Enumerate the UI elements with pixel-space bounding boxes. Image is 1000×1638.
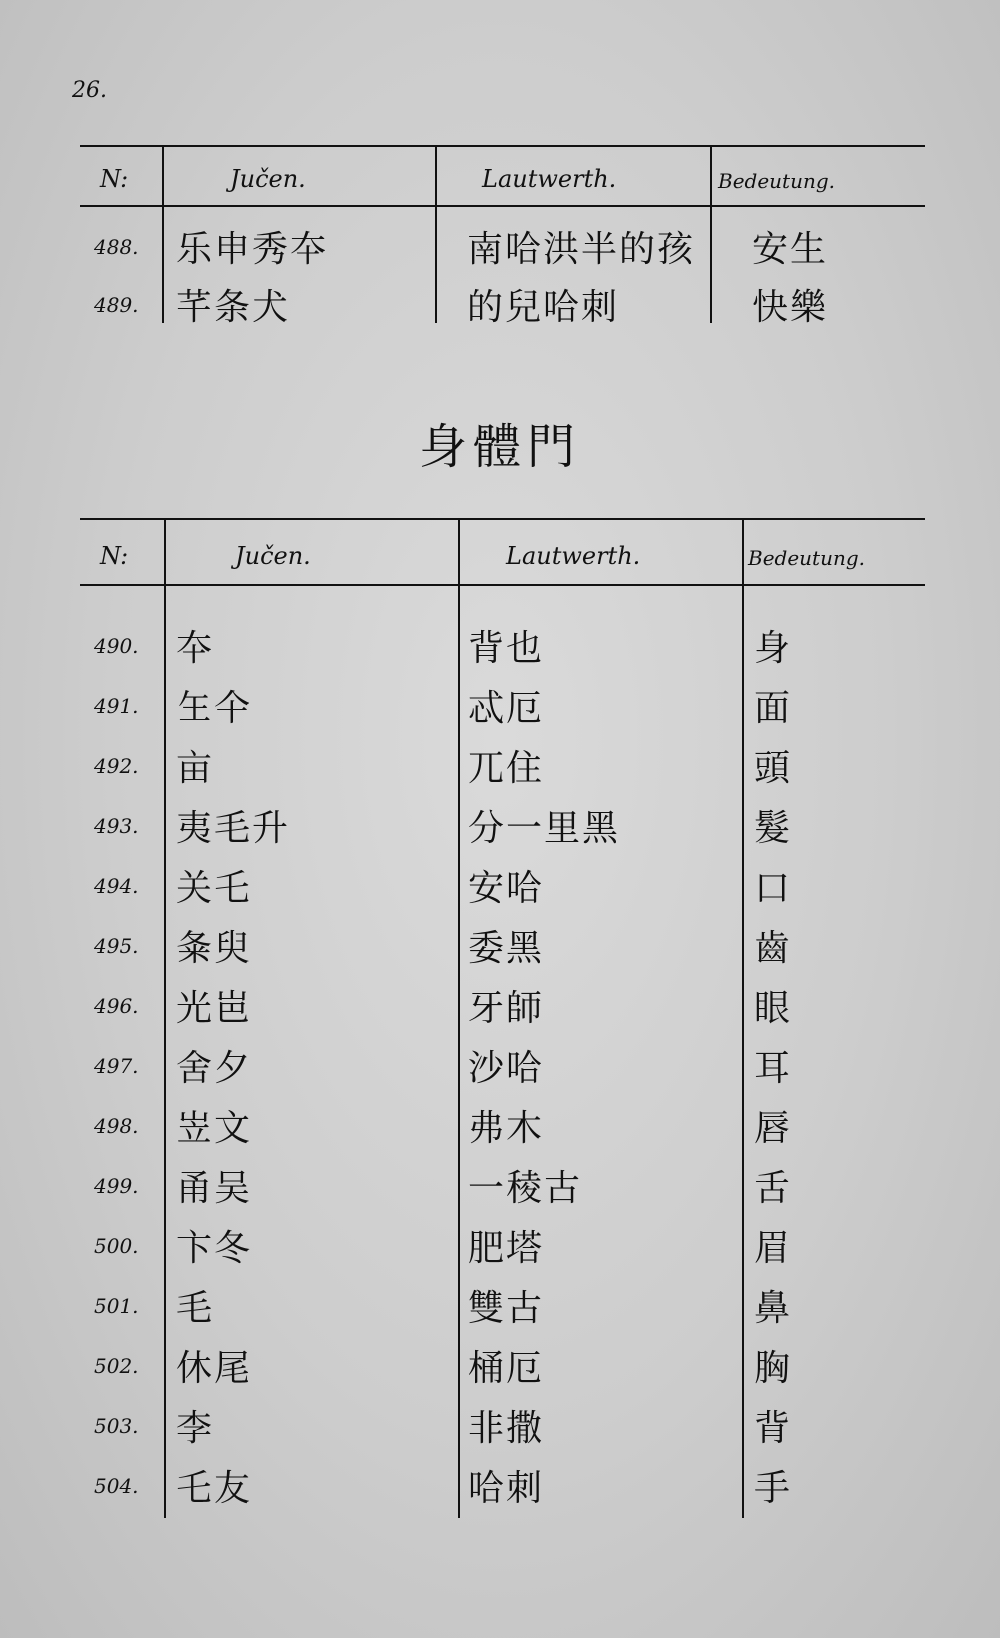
- table-row: [80, 734, 925, 792]
- table-row: [80, 1034, 925, 1092]
- meaning: 髮: [754, 808, 793, 849]
- table-row: [80, 914, 925, 972]
- jucen-script: 关乇: [176, 868, 253, 909]
- meaning: 胸: [754, 1348, 793, 1389]
- meaning: 舌: [754, 1168, 793, 1209]
- top-rule: [80, 145, 925, 147]
- header-lautwerth: Lautwerth.: [506, 542, 641, 570]
- sound-value: 南哈洪半的孩: [467, 229, 696, 270]
- table-row: [80, 1394, 925, 1452]
- jucen-script: 舍夕: [176, 1048, 253, 1089]
- section-title: 身體門: [418, 419, 581, 475]
- header-rule: [80, 584, 925, 586]
- header-bedeutung: Bedeutung.: [748, 546, 866, 570]
- jucen-script: 乇友: [176, 1468, 253, 1509]
- header-rule: [80, 205, 925, 207]
- entry-number: 504.: [94, 1474, 139, 1498]
- jucen-script: 光岜: [176, 988, 253, 1029]
- table-row: [80, 215, 925, 273]
- meaning: 安生: [752, 229, 829, 270]
- entry-number: 492.: [94, 754, 139, 778]
- sound-value: 肥塔: [468, 1228, 545, 1269]
- table-row: [80, 794, 925, 852]
- entry-number: 495.: [94, 934, 139, 958]
- entry-number: 490.: [94, 634, 139, 658]
- header-jucen: Jučen.: [235, 542, 311, 570]
- header-bedeutung: Bedeutung.: [718, 169, 836, 193]
- entry-number: 498.: [94, 1114, 139, 1138]
- jucen-script: 卞冬: [176, 1228, 253, 1269]
- table-row: [80, 1094, 925, 1152]
- entry-number: 503.: [94, 1414, 139, 1438]
- sound-value: 背也: [468, 628, 545, 669]
- sound-value: 忒厄: [468, 688, 545, 729]
- sound-value: 非撒: [468, 1408, 545, 1449]
- jucen-script: 亩: [176, 748, 215, 789]
- meaning: 快樂: [752, 287, 829, 328]
- jucen-script: 夈臾: [176, 928, 253, 969]
- sound-value: 分一里黑: [468, 808, 621, 849]
- table-row: [80, 674, 925, 732]
- sound-value: 安哈: [468, 868, 545, 909]
- sound-value: 沙哈: [468, 1048, 545, 1089]
- table-row: [80, 273, 925, 331]
- meaning: 身: [754, 628, 793, 669]
- top-rule: [80, 518, 925, 520]
- jucen-script: 休尾: [176, 1348, 253, 1389]
- entry-number: 496.: [94, 994, 139, 1018]
- page-number: 26.: [72, 78, 107, 103]
- jucen-script: 夷毛升: [176, 808, 291, 849]
- meaning: 手: [754, 1468, 793, 1509]
- entry-number: 502.: [94, 1354, 139, 1378]
- jucen-script: 甬吴: [176, 1168, 253, 1209]
- sound-value: 哈刺: [468, 1468, 545, 1509]
- entry-number: 497.: [94, 1054, 139, 1078]
- sound-value: 弗木: [468, 1108, 545, 1149]
- meaning: 眉: [754, 1228, 793, 1269]
- entry-number: 488.: [94, 235, 139, 259]
- header-jucen: Jučen.: [230, 165, 306, 193]
- jucen-script: 乐申秀夲: [176, 229, 329, 270]
- jucen-script: 李: [176, 1408, 215, 1449]
- meaning: 頭: [754, 748, 793, 789]
- sound-value: 一稜古: [468, 1168, 583, 1209]
- sound-value: 的兒哈刺: [467, 287, 620, 328]
- sound-value: 兀住: [468, 748, 545, 789]
- header-lautwerth: Lautwerth.: [482, 165, 617, 193]
- jucen-script: 夲: [176, 628, 215, 669]
- meaning: 齒: [754, 928, 793, 969]
- meaning: 面: [754, 688, 793, 729]
- meaning: 耳: [754, 1048, 793, 1089]
- sound-value: 委黑: [468, 928, 545, 969]
- sound-value: 牙師: [468, 988, 545, 1029]
- entry-number: 493.: [94, 814, 139, 838]
- entry-number: 491.: [94, 694, 139, 718]
- table-row: [80, 1214, 925, 1272]
- table-row: [80, 1334, 925, 1392]
- header-no: N:: [100, 542, 129, 570]
- table-row: [80, 974, 925, 1032]
- meaning: 背: [754, 1408, 793, 1449]
- meaning: 鼻: [754, 1288, 793, 1329]
- meaning: 口: [754, 868, 793, 909]
- table-row: [80, 1274, 925, 1332]
- entry-number: 489.: [94, 293, 139, 317]
- table-row: [80, 614, 925, 672]
- sound-value: 雙古: [468, 1288, 545, 1329]
- entry-number: 494.: [94, 874, 139, 898]
- jucen-script: 毛: [176, 1288, 215, 1329]
- jucen-script: 玍仐: [176, 688, 253, 729]
- table-row: [80, 1454, 925, 1512]
- meaning: 眼: [754, 988, 793, 1029]
- header-no: N:: [100, 165, 129, 193]
- entry-number: 499.: [94, 1174, 139, 1198]
- jucen-script: 岦文: [176, 1108, 253, 1149]
- entry-number: 500.: [94, 1234, 139, 1258]
- table-row: [80, 1154, 925, 1212]
- meaning: 唇: [754, 1108, 793, 1149]
- sound-value: 桶厄: [468, 1348, 545, 1389]
- entry-number: 501.: [94, 1294, 139, 1318]
- table-row: [80, 854, 925, 912]
- jucen-script: 芊条犬: [176, 287, 291, 328]
